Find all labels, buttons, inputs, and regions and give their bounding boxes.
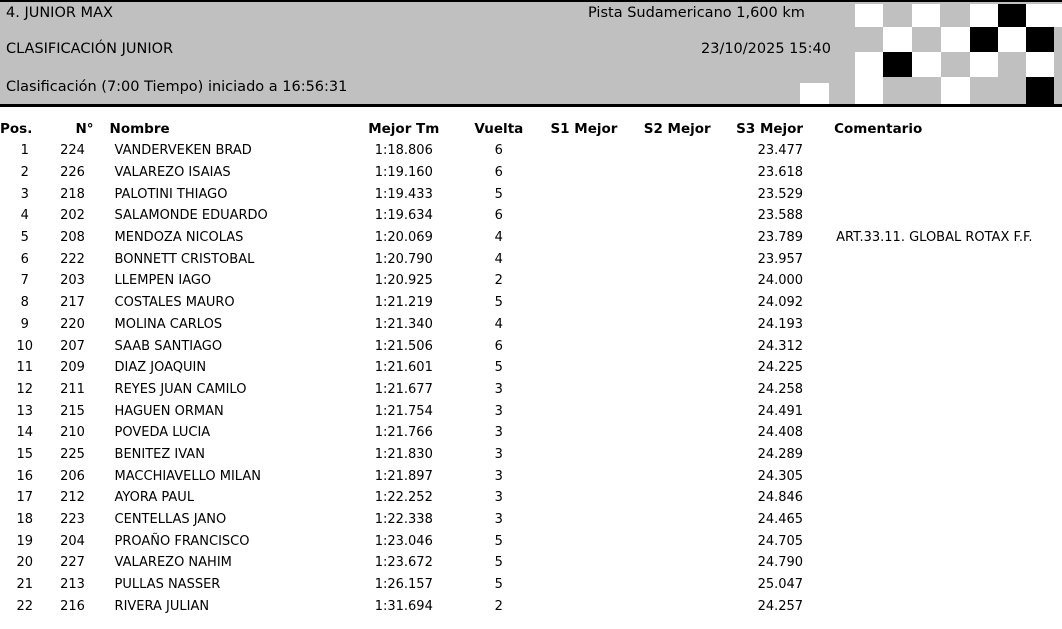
cell-s1	[537, 357, 630, 379]
cell-s1	[537, 314, 630, 336]
cell-s3: 24.258	[757, 381, 804, 397]
cell-s3: 23.789	[757, 230, 804, 246]
cell-s3: 24.408	[757, 425, 804, 441]
table-row	[0, 530, 1062, 552]
cell-number: 220	[60, 316, 85, 332]
cell-comment	[803, 509, 1062, 531]
cell-name: VALAREZO NAHIM	[114, 555, 232, 571]
cell-pos: 1	[20, 143, 29, 159]
flag-square	[883, 27, 912, 52]
cell-best-time: 1:18.806	[374, 143, 433, 159]
cell-comment	[803, 530, 1062, 552]
cell-best-time: 1:21.340	[374, 316, 433, 332]
table-row	[0, 595, 1062, 617]
column-header-s3: S3 Mejor	[736, 121, 804, 137]
cell-s2	[631, 248, 724, 270]
cell-s3: 24.305	[757, 468, 804, 484]
cell-s3: 24.491	[757, 403, 804, 419]
cell-number: 225	[60, 446, 85, 462]
cell-best-time: 1:21.506	[374, 338, 433, 354]
cell-pos: 12	[16, 381, 34, 397]
cell-lap: 4	[494, 230, 503, 246]
cell-s1	[537, 140, 630, 162]
cell-number: 215	[60, 403, 85, 419]
cell-best-time: 1:21.754	[374, 403, 433, 419]
cell-comment	[803, 595, 1062, 617]
cell-s2	[631, 205, 724, 227]
flag-square	[970, 27, 998, 52]
cell-name: RIVERA JULIAN	[114, 598, 210, 614]
cell-best-time: 1:21.897	[374, 468, 433, 484]
cell-name: PULLAS NASSER	[114, 577, 221, 593]
cell-s3: 23.529	[757, 186, 804, 202]
cell-comment	[803, 487, 1062, 509]
cell-best-time: 1:21.766	[374, 425, 433, 441]
cell-s3: 24.790	[757, 555, 804, 571]
cell-comment	[803, 205, 1062, 227]
flag-square	[912, 4, 940, 27]
cell-lap: 4	[494, 251, 503, 267]
cell-s2	[631, 574, 724, 596]
cell-best-time: 1:19.160	[374, 165, 433, 181]
cell-comment	[803, 335, 1062, 357]
cell-s2	[631, 595, 724, 617]
cell-best-time: 1:21.677	[374, 381, 433, 397]
cell-name: LLEMPEN IAGO	[114, 273, 212, 289]
cell-best-time: 1:20.790	[374, 251, 433, 267]
flag-square	[970, 4, 998, 27]
report-datetime: 23/10/2025 15:40	[701, 41, 831, 57]
column-header-pos: Pos.	[0, 121, 33, 137]
results-header	[0, 0, 1062, 104]
cell-s1	[537, 400, 630, 422]
cell-s1	[537, 444, 630, 466]
flag-square	[970, 52, 998, 77]
cell-pos: 20	[16, 555, 34, 571]
cell-pos: 7	[20, 273, 29, 289]
table-row	[0, 422, 1062, 444]
cell-s1	[537, 595, 630, 617]
cell-s1	[537, 248, 630, 270]
table-row	[0, 162, 1062, 184]
cell-lap: 5	[494, 186, 503, 202]
cell-s2	[631, 509, 724, 531]
cell-s2	[631, 314, 724, 336]
cell-lap: 2	[494, 598, 503, 614]
cell-s2	[631, 183, 724, 205]
column-header-best: Mejor Tm	[368, 121, 440, 137]
cell-lap: 3	[494, 381, 503, 397]
column-header-s2: S2 Mejor	[643, 121, 711, 137]
cell-s3: 25.047	[757, 577, 804, 593]
cell-s1	[537, 335, 630, 357]
cell-best-time: 1:20.925	[374, 273, 433, 289]
flag-square	[1026, 27, 1054, 52]
cell-name: CENTELLAS JANO	[114, 512, 227, 528]
cell-pos: 13	[16, 403, 34, 419]
cell-s2	[631, 422, 724, 444]
cell-s2	[631, 292, 724, 314]
cell-number: 206	[60, 468, 85, 484]
cell-s1	[537, 205, 630, 227]
table-row	[0, 227, 1062, 249]
cell-comment	[803, 162, 1062, 184]
cell-lap: 5	[494, 533, 503, 549]
cell-lap: 6	[494, 165, 503, 181]
cell-name: PALOTINI THIAGO	[114, 186, 228, 202]
flag-square	[1026, 52, 1054, 77]
cell-s2	[631, 140, 724, 162]
column-header-comment: Comentario	[834, 121, 923, 137]
flag-square	[941, 77, 970, 104]
cell-s3: 24.312	[757, 338, 804, 354]
cell-pos: 19	[16, 533, 34, 549]
table-row	[0, 248, 1062, 270]
cell-comment	[803, 400, 1062, 422]
cell-lap: 3	[494, 512, 503, 528]
cell-best-time: 1:22.338	[374, 512, 433, 528]
cell-s1	[537, 509, 630, 531]
table-row	[0, 487, 1062, 509]
cell-pos: 4	[20, 208, 29, 224]
cell-s3: 23.618	[757, 165, 804, 181]
cell-s1	[537, 530, 630, 552]
table-row	[0, 314, 1062, 336]
cell-lap: 5	[494, 360, 503, 376]
cell-number: 211	[60, 381, 85, 397]
cell-name: COSTALES MAURO	[114, 295, 235, 311]
cell-lap: 3	[494, 446, 503, 462]
flag-square	[883, 52, 912, 77]
table-header-row	[0, 118, 1062, 140]
cell-s1	[537, 270, 630, 292]
flag-square	[941, 27, 970, 52]
cell-best-time: 1:23.672	[374, 555, 433, 571]
cell-number: 224	[60, 143, 85, 159]
cell-lap: 6	[494, 208, 503, 224]
cell-pos: 10	[16, 338, 34, 354]
flag-square	[1026, 77, 1054, 104]
cell-s3: 23.588	[757, 208, 804, 224]
cell-s1	[537, 465, 630, 487]
cell-s3: 23.957	[757, 251, 804, 267]
table-row	[0, 400, 1062, 422]
table-row	[0, 465, 1062, 487]
cell-name: VALAREZO ISAIAS	[114, 165, 231, 181]
table-row	[0, 357, 1062, 379]
track-name: Pista Sudamericano 1,600 km	[588, 5, 805, 21]
cell-lap: 6	[494, 143, 503, 159]
cell-pos: 5	[20, 230, 29, 246]
flag-square	[800, 83, 829, 104]
session-title: CLASIFICACIÓN JUNIOR	[6, 41, 174, 57]
cell-s3: 24.000	[757, 273, 804, 289]
cell-lap: 5	[494, 555, 503, 571]
cell-best-time: 1:23.046	[374, 533, 433, 549]
cell-comment	[803, 444, 1062, 466]
cell-name: PROAÑO FRANCISCO	[114, 533, 250, 549]
cell-number: 223	[60, 512, 85, 528]
cell-pos: 17	[16, 490, 34, 506]
cell-pos: 18	[16, 512, 34, 528]
cell-comment	[803, 270, 1062, 292]
cell-number: 218	[60, 186, 85, 202]
cell-s3: 24.257	[757, 598, 804, 614]
table-row	[0, 574, 1062, 596]
cell-s1	[537, 292, 630, 314]
cell-name: MENDOZA NICOLAS	[114, 230, 244, 246]
cell-s3: 24.846	[757, 490, 804, 506]
cell-comment	[803, 248, 1062, 270]
cell-s3: 24.705	[757, 533, 804, 549]
cell-number: 216	[60, 598, 85, 614]
cell-best-time: 1:22.252	[374, 490, 433, 506]
cell-comment	[803, 357, 1062, 379]
cell-s2	[631, 270, 724, 292]
cell-lap: 3	[494, 468, 503, 484]
cell-number: 207	[60, 338, 85, 354]
cell-s2	[631, 530, 724, 552]
table-row	[0, 205, 1062, 227]
cell-number: 210	[60, 425, 85, 441]
cell-name: DIAZ JOAQUIN	[114, 360, 207, 376]
cell-name: REYES JUAN CAMILO	[114, 381, 247, 397]
flag-square	[998, 4, 1026, 27]
cell-number: 208	[60, 230, 85, 246]
cell-best-time: 1:21.830	[374, 446, 433, 462]
table-row	[0, 140, 1062, 162]
cell-s3: 24.092	[757, 295, 804, 311]
cell-s1	[537, 422, 630, 444]
cell-lap: 3	[494, 403, 503, 419]
cell-pos: 2	[20, 165, 29, 181]
cell-s3: 24.289	[757, 446, 804, 462]
flag-square	[855, 52, 883, 77]
results-table	[0, 118, 1062, 617]
table-row	[0, 379, 1062, 401]
cell-pos: 3	[20, 186, 29, 202]
cell-s2	[631, 552, 724, 574]
cell-comment	[803, 183, 1062, 205]
cell-name: AYORA PAUL	[114, 490, 195, 506]
cell-lap: 3	[494, 425, 503, 441]
table-row	[0, 552, 1062, 574]
cell-comment	[803, 422, 1062, 444]
cell-comment	[803, 379, 1062, 401]
cell-s1	[537, 162, 630, 184]
cell-s1	[537, 552, 630, 574]
cell-lap: 3	[494, 490, 503, 506]
table-row	[0, 444, 1062, 466]
cell-pos: 6	[20, 251, 29, 267]
table-row	[0, 270, 1062, 292]
cell-s1	[537, 379, 630, 401]
cell-pos: 11	[16, 360, 34, 376]
cell-s2	[631, 227, 724, 249]
table-row	[0, 509, 1062, 531]
cell-pos: 16	[16, 468, 34, 484]
cell-number: 226	[60, 165, 85, 181]
cell-name: POVEDA LUCIA	[114, 425, 211, 441]
cell-number: 203	[60, 273, 85, 289]
cell-s3: 23.477	[757, 143, 804, 159]
cell-pos: 15	[16, 446, 34, 462]
cell-name: SALAMONDE EDUARDO	[114, 208, 268, 224]
cell-pos: 8	[20, 295, 29, 311]
cell-name: MACCHIAVELLO MILAN	[114, 468, 261, 484]
cell-comment	[803, 574, 1062, 596]
header-divider	[0, 104, 1062, 107]
event-title: 4. JUNIOR MAX	[6, 5, 113, 21]
cell-lap: 5	[494, 295, 503, 311]
cell-number: 212	[60, 490, 85, 506]
flag-square	[855, 4, 883, 27]
table-row	[0, 183, 1062, 205]
cell-s2	[631, 465, 724, 487]
cell-comment	[803, 140, 1062, 162]
cell-s2	[631, 400, 724, 422]
cell-s2	[631, 487, 724, 509]
cell-s1	[537, 574, 630, 596]
cell-number: 222	[60, 251, 85, 267]
cell-best-time: 1:19.433	[374, 186, 433, 202]
flag-square	[1026, 4, 1062, 27]
cell-comment	[803, 292, 1062, 314]
cell-lap: 4	[494, 316, 503, 332]
table-row	[0, 335, 1062, 357]
cell-s2	[631, 444, 724, 466]
cell-best-time: 1:26.157	[374, 577, 433, 593]
cell-best-time: 1:21.219	[374, 295, 433, 311]
column-header-lap: Vuelta	[474, 121, 524, 137]
cell-pos: 9	[20, 316, 29, 332]
cell-s2	[631, 162, 724, 184]
cell-s3: 24.193	[757, 316, 804, 332]
column-header-name: Nombre	[109, 121, 170, 137]
cell-s2	[631, 379, 724, 401]
cell-pos: 22	[16, 598, 34, 614]
table-row	[0, 292, 1062, 314]
cell-best-time: 1:20.069	[374, 230, 433, 246]
cell-s2	[631, 357, 724, 379]
cell-number: 217	[60, 295, 85, 311]
cell-pos: 21	[16, 577, 34, 593]
cell-comment	[803, 314, 1062, 336]
cell-lap: 2	[494, 273, 503, 289]
cell-name: MOLINA CARLOS	[114, 316, 223, 332]
cell-s2	[631, 335, 724, 357]
flag-square	[998, 27, 1026, 52]
cell-best-time: 1:31.694	[374, 598, 433, 614]
column-header-number: N°	[75, 121, 94, 137]
cell-s3: 24.225	[757, 360, 804, 376]
flag-square	[855, 77, 883, 104]
cell-best-time: 1:21.601	[374, 360, 433, 376]
cell-pos: 14	[16, 425, 34, 441]
cell-lap: 5	[494, 577, 503, 593]
cell-number: 202	[60, 208, 85, 224]
cell-number: 213	[60, 577, 85, 593]
cell-s1	[537, 227, 630, 249]
cell-best-time: 1:19.634	[374, 208, 433, 224]
cell-name: SAAB SANTIAGO	[114, 338, 223, 354]
cell-s3: 24.465	[757, 512, 804, 528]
cell-s1	[537, 183, 630, 205]
cell-comment	[803, 465, 1062, 487]
column-header-s1: S1 Mejor	[550, 121, 618, 137]
cell-comment: ART.33.11. GLOBAL ROTAX F.F.	[836, 230, 1033, 246]
cell-name: HAGUEN ORMAN	[114, 403, 224, 419]
flag-square	[912, 52, 941, 77]
cell-name: VANDERVEKEN BRAD	[114, 143, 252, 159]
cell-number: 227	[60, 555, 85, 571]
cell-lap: 6	[494, 338, 503, 354]
cell-name: BENITEZ IVAN	[114, 446, 205, 462]
cell-number: 209	[60, 360, 85, 376]
cell-name: BONNETT CRISTOBAL	[114, 251, 255, 267]
cell-s1	[537, 487, 630, 509]
cell-comment	[803, 552, 1062, 574]
session-info: Clasificación (7:00 Tiempo) iniciado a 16:56:31	[6, 79, 348, 95]
cell-number: 204	[60, 533, 85, 549]
